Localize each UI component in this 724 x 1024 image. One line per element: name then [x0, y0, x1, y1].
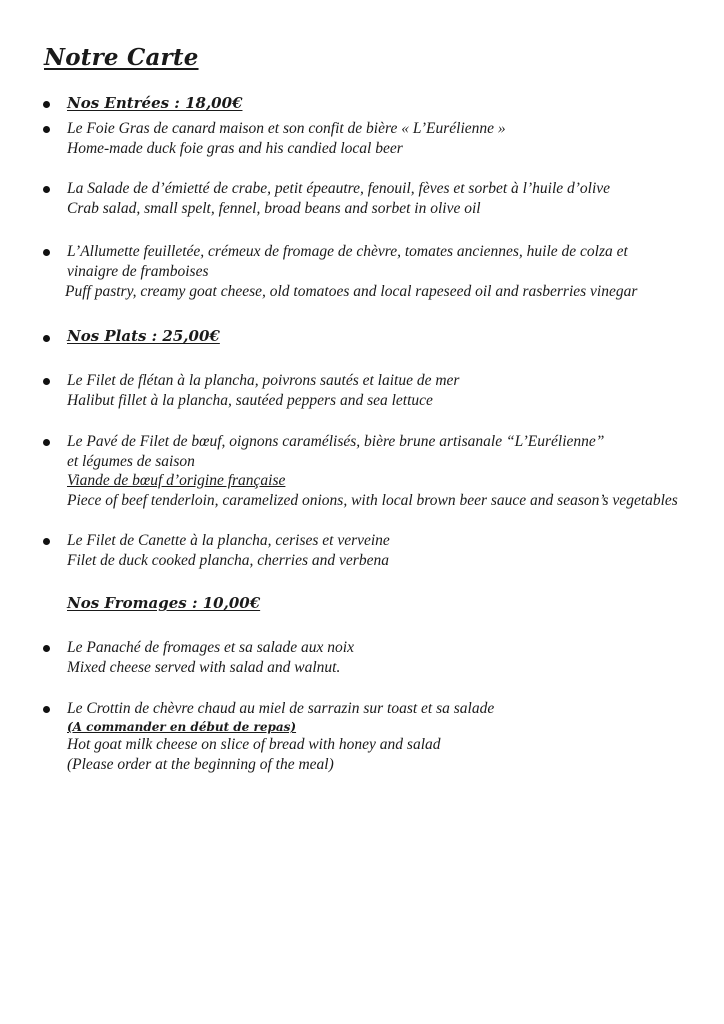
item-name-en: Hot goat milk cheese on slice of bread with honey and salad	[67, 736, 441, 753]
item-name-en: Puff pastry, creamy goat cheese, old tomatoes and local rapeseed oil and rasberries vinegar	[65, 283, 638, 300]
item-name-fr: L’Allumette feuilletée, crémeux de fromage de chèvre, tomates anciennes, huile de colza et	[67, 243, 628, 260]
item-name-en: Mixed cheese served with salad and walnut.	[67, 659, 341, 676]
item-name-en: Crab salad, small spelt, fennel, broad beans and sorbet in olive oil	[67, 200, 481, 217]
item-name-fr: Le Filet de flétan à la plancha, poivrons sautés et laitue de mer	[67, 372, 460, 389]
item-name-en: Halibut fillet à la plancha, sautéed peppers and sea lettuce	[67, 392, 433, 409]
item-name-fr: Le Pavé de Filet de bœuf, oignons caramélisés, bière brune artisanale “L’Eurélienne”	[67, 433, 605, 450]
item-name-en: Filet de duck cooked plancha, cherries and verbena	[67, 552, 389, 569]
item-name-fr: Le Panaché de fromages et sa salade aux noix	[67, 639, 354, 656]
item-name-en: Piece of beef tenderloin, caramelized onions, with local brown beer sauce and season’s vegetables	[67, 492, 678, 509]
item-order-note: (A commander en début de repas)	[67, 720, 297, 734]
item-name-en: Home-made duck foie gras and his candied local beer	[67, 140, 403, 157]
bullet-icon	[43, 538, 50, 545]
bullet-icon	[43, 101, 50, 108]
page-title: Notre Carte	[44, 44, 199, 71]
section-heading-fromages: Nos Fromages : 10,00€	[67, 594, 261, 612]
item-origin: Viande de bœuf d’origine française	[67, 472, 286, 489]
item-name-fr: Le Foie Gras de canard maison et son confit de bière « L’Eurélienne »	[67, 120, 506, 137]
section-heading-plats: Nos Plats : 25,00€	[67, 327, 220, 345]
item-name-fr-cont: et légumes de saison	[67, 453, 195, 470]
item-order-note-en: (Please order at the beginning of the meal)	[67, 756, 334, 773]
item-name-fr: Le Crottin de chèvre chaud au miel de sarrazin sur toast et sa salade	[67, 700, 495, 717]
bullet-icon	[43, 706, 50, 713]
bullet-icon	[43, 186, 50, 193]
item-name-fr-cont: vinaigre de framboises	[67, 263, 209, 280]
bullet-icon	[43, 335, 50, 342]
item-name-fr: La Salade de d’émietté de crabe, petit épeautre, fenouil, fèves et sorbet à l’huile d’olive	[67, 180, 611, 197]
item-name-fr: Le Filet de Canette à la plancha, cerises et verveine	[67, 532, 390, 549]
bullet-icon	[43, 645, 50, 652]
bullet-icon	[43, 126, 50, 133]
bullet-icon	[43, 378, 50, 385]
bullet-icon	[43, 439, 50, 446]
bullet-icon	[43, 249, 50, 256]
section-heading-entrees: Nos Entrées : 18,00€	[67, 94, 243, 112]
